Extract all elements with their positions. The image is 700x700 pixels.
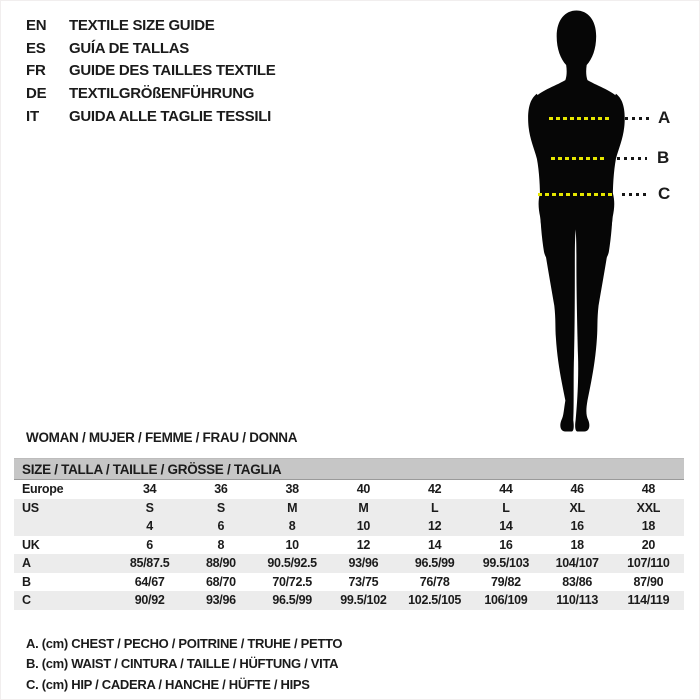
table-row-us-letter bbox=[14, 499, 684, 518]
row-label: A bbox=[22, 556, 31, 571]
language-row-it bbox=[26, 105, 275, 128]
cell: 87/90 bbox=[633, 574, 664, 589]
cell: S bbox=[145, 500, 154, 515]
cell: XL bbox=[569, 500, 585, 515]
guide-title: TEXTILE SIZE GUIDE bbox=[69, 16, 215, 34]
table-row-waist bbox=[14, 573, 684, 592]
cell: 107/110 bbox=[627, 556, 670, 571]
cell: 73/75 bbox=[348, 574, 379, 589]
table-row-europe bbox=[14, 480, 684, 499]
row-label: UK bbox=[22, 537, 40, 552]
cell: 8 bbox=[217, 537, 225, 552]
cell: 96.5/99 bbox=[414, 556, 455, 571]
cell: 10 bbox=[356, 519, 371, 534]
cell: 102.5/105 bbox=[408, 593, 462, 608]
cell: 44 bbox=[499, 482, 513, 497]
cell: 114/119 bbox=[627, 593, 670, 608]
chest-leader-dots bbox=[625, 117, 653, 120]
cell: 99.5/102 bbox=[340, 593, 387, 608]
size-table-header: SIZE / TALLA / TAILLE / GRÖSSE / TAGLIA bbox=[14, 459, 684, 480]
language-code: EN bbox=[26, 16, 47, 34]
cell: 90/92 bbox=[134, 593, 165, 608]
gender-heading: WOMAN / MUJER / FEMME / FRAU / DONNA bbox=[26, 430, 298, 445]
cell: 4 bbox=[146, 519, 153, 534]
language-row-en bbox=[26, 14, 275, 37]
cell: 68/70 bbox=[205, 574, 236, 589]
language-row-es bbox=[26, 37, 275, 60]
guide-title: GUIDA ALLE TAGLIE TESSILI bbox=[69, 107, 271, 125]
cell: M bbox=[287, 500, 298, 515]
cell: 90.5/92.5 bbox=[267, 556, 317, 571]
size-table-header-row bbox=[14, 459, 684, 480]
cell: 16 bbox=[499, 537, 513, 552]
language-code: IT bbox=[26, 107, 39, 125]
cell: 85/87.5 bbox=[129, 556, 170, 571]
row-label: Europe bbox=[22, 482, 64, 497]
cell: 76/78 bbox=[419, 574, 450, 589]
row-label bbox=[14, 517, 114, 536]
cell: 106/109 bbox=[484, 593, 528, 608]
cell: 16 bbox=[570, 519, 584, 534]
legend-hip: C. (cm) HIP / CADERA / HANCHE / HÜFTE / HIPS bbox=[26, 676, 310, 692]
cell: 48 bbox=[641, 482, 656, 497]
cell: 99.5/103 bbox=[482, 556, 529, 571]
cell: 40 bbox=[356, 482, 371, 497]
cell: 64/67 bbox=[134, 574, 165, 589]
marker-label-c: C bbox=[658, 184, 671, 203]
hip-measure-line bbox=[538, 193, 614, 196]
chest-measure-line bbox=[549, 117, 611, 120]
cell: 14 bbox=[427, 537, 442, 552]
cell: 110/113 bbox=[556, 593, 598, 608]
cell: 93/96 bbox=[205, 593, 236, 608]
cell: 96.5/99 bbox=[272, 593, 312, 608]
cell: 79/82 bbox=[490, 574, 521, 589]
row-label: US bbox=[22, 500, 39, 515]
cell: 18 bbox=[570, 537, 584, 552]
guide-title: TEXTILGRÖßENFÜHRUNG bbox=[69, 84, 255, 102]
language-title-list bbox=[26, 14, 275, 127]
legend-chest: A. (cm) CHEST / PECHO / POITRINE / TRUHE / PETTO bbox=[26, 636, 343, 651]
woman-silhouette bbox=[499, 9, 657, 433]
cell: M bbox=[358, 500, 369, 515]
cell: 93/96 bbox=[348, 556, 379, 571]
guide-title: GUIDE DES TAILLES TEXTILE bbox=[69, 62, 276, 80]
cell: 20 bbox=[641, 537, 656, 552]
cell: 12 bbox=[427, 519, 442, 534]
cell: 6 bbox=[146, 537, 153, 552]
cell: L bbox=[430, 500, 439, 515]
language-code: ES bbox=[26, 39, 46, 57]
guide-title: GUÍA DE TALLAS bbox=[69, 39, 189, 57]
table-row-us-numeric bbox=[14, 517, 684, 536]
language-row-de bbox=[26, 82, 275, 105]
cell: 104/107 bbox=[555, 556, 599, 571]
language-row-fr bbox=[26, 59, 275, 82]
measure-legend bbox=[26, 634, 342, 695]
cell: 83/86 bbox=[562, 574, 593, 589]
cell: 12 bbox=[356, 537, 371, 552]
marker-label-b: B bbox=[657, 148, 670, 167]
size-table bbox=[14, 458, 684, 610]
cell: 42 bbox=[427, 482, 442, 497]
row-label: C bbox=[22, 593, 31, 608]
row-label: B bbox=[22, 574, 31, 589]
marker-label-a: A bbox=[658, 108, 671, 127]
cell: 70/72.5 bbox=[272, 574, 312, 589]
cell: 18 bbox=[641, 519, 656, 534]
cell: 14 bbox=[499, 519, 513, 534]
waist-leader-dots bbox=[617, 157, 647, 160]
table-row-uk bbox=[14, 536, 684, 555]
table-row-chest bbox=[14, 554, 684, 573]
cell: 8 bbox=[288, 519, 296, 534]
waist-measure-line bbox=[551, 157, 604, 160]
cell: 88/90 bbox=[205, 556, 236, 571]
hip-leader-dots bbox=[622, 193, 650, 196]
cell: 6 bbox=[217, 519, 225, 534]
cell: XXL bbox=[636, 500, 661, 515]
cell: 34 bbox=[142, 482, 157, 497]
cell: L bbox=[502, 500, 510, 515]
table-row-hip bbox=[14, 591, 684, 610]
cell: 36 bbox=[214, 482, 228, 497]
legend-waist: B. (cm) WAIST / CINTURA / TAILLE / HÜFTUNG / VITA bbox=[26, 656, 339, 672]
cell: 46 bbox=[570, 482, 584, 497]
cell: 38 bbox=[285, 482, 299, 497]
language-code: DE bbox=[26, 84, 47, 102]
cell: 10 bbox=[285, 537, 299, 552]
language-code: FR bbox=[26, 62, 46, 80]
cell: S bbox=[216, 500, 225, 515]
